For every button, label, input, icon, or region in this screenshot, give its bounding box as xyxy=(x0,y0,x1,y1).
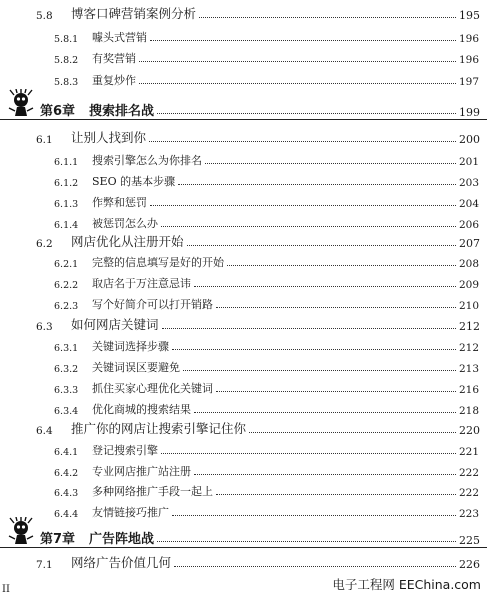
entry-title: 作弊和惩罚 xyxy=(92,196,147,209)
toc-entry-6-3-3 xyxy=(54,378,487,396)
entry-title: 优化商城的搜索结果 xyxy=(92,403,191,416)
watermark-brand: 电子工程网 EEChina.com xyxy=(332,577,481,592)
entry-title: 关键词误区要避免 xyxy=(92,361,180,374)
toc-entry-5-8-1 xyxy=(54,27,487,45)
entry-title: SEO 的基本步骤 xyxy=(92,175,176,188)
dot-leader xyxy=(227,265,456,266)
dot-leader xyxy=(216,494,456,495)
entry-page: 212 xyxy=(459,342,480,354)
entry-title: 博客口碑营销案例分析 xyxy=(71,6,197,21)
entry-title: 网络广告价值几何 xyxy=(71,555,172,570)
dot-leader xyxy=(139,83,456,84)
toc-entry-6-1-1 xyxy=(54,150,487,168)
entry-number: 6.1.3 xyxy=(54,199,79,210)
entry-page: 201 xyxy=(459,156,480,168)
entry-number: 6.4.2 xyxy=(54,468,79,479)
dot-leader xyxy=(249,432,456,433)
entry-page: 216 xyxy=(459,384,480,396)
chapter-7-heading xyxy=(6,521,487,547)
entry-page: 220 xyxy=(459,424,480,437)
entry-number: 6.2.2 xyxy=(54,280,79,291)
entry-page: 196 xyxy=(459,54,480,66)
entry-page: 225 xyxy=(459,534,480,547)
dot-leader xyxy=(183,370,456,371)
toc-entry-6-4 xyxy=(36,419,487,437)
entry-title: 友情链接巧推广 xyxy=(92,506,169,519)
entry-number: 6.1.2 xyxy=(54,178,79,189)
entry-title: 多种网络推广手段一起上 xyxy=(92,485,213,498)
entry-page: 221 xyxy=(459,446,480,458)
entry-page: 210 xyxy=(459,300,480,312)
dot-leader xyxy=(150,40,456,41)
toc-entry-6-2 xyxy=(36,232,487,250)
entry-page: 206 xyxy=(459,219,480,231)
entry-page: 218 xyxy=(459,405,480,417)
dot-leader xyxy=(187,245,456,246)
chapter-rule xyxy=(0,119,487,120)
toc-entry-6-4-3 xyxy=(54,481,487,499)
chapter-label: 第7章 xyxy=(40,532,76,547)
toc-entry-6-1-2 xyxy=(54,171,487,189)
entry-page: 223 xyxy=(459,508,480,520)
entry-number: 6.4.3 xyxy=(54,488,79,499)
entry-page: 200 xyxy=(459,133,480,146)
toc-entry-6-1 xyxy=(36,128,487,146)
entry-title: 噱头式营销 xyxy=(92,31,147,44)
dot-leader xyxy=(139,61,456,62)
entry-page: 196 xyxy=(459,33,480,45)
entry-number: 6.4.1 xyxy=(54,447,79,458)
entry-number: 6.2.3 xyxy=(54,301,79,312)
dot-leader xyxy=(161,453,456,454)
dot-leader xyxy=(216,391,456,392)
entry-number: 5.8 xyxy=(36,10,53,22)
toc-entry-6-1-4 xyxy=(54,213,487,231)
dot-leader xyxy=(194,474,456,475)
entry-title: 重复炒作 xyxy=(92,74,136,87)
entry-number: 6.1.1 xyxy=(54,157,79,168)
dot-leader xyxy=(174,566,456,567)
mascot-icon xyxy=(6,89,36,119)
entry-page: 209 xyxy=(459,279,480,291)
chapter-title: 搜索排名战 xyxy=(89,104,155,119)
entry-page: 197 xyxy=(459,76,480,88)
entry-title: 有奖营销 xyxy=(92,52,136,65)
entry-title: 登记搜索引擎 xyxy=(92,444,158,457)
entry-page: 204 xyxy=(459,198,480,210)
entry-number: 7.1 xyxy=(36,559,53,571)
entry-number: 5.8.1 xyxy=(54,34,79,45)
entry-number: 6.3 xyxy=(36,321,53,333)
entry-page: 222 xyxy=(459,467,480,479)
toc-entry-6-4-2 xyxy=(54,461,487,479)
entry-title: 取店名于万注意忌讳 xyxy=(92,277,191,290)
entry-title: 网店优化从注册开始 xyxy=(71,234,184,249)
chapter-title: 广告阵地战 xyxy=(89,532,155,547)
dot-leader xyxy=(205,163,456,164)
entry-number: 6.3.4 xyxy=(54,406,79,417)
entry-number: 6.3.2 xyxy=(54,364,79,375)
entry-title: 搜索引擎怎么为你排名 xyxy=(92,154,202,167)
toc-entry-6-3 xyxy=(36,315,487,333)
entry-number: 6.1.4 xyxy=(54,220,79,231)
toc-entry-6-4-4 xyxy=(54,502,487,520)
entry-title: 如何网店关键词 xyxy=(71,317,159,332)
entry-page: 195 xyxy=(459,9,480,22)
entry-number: 6.2.1 xyxy=(54,259,79,270)
dot-leader xyxy=(178,184,456,185)
entry-title: 关键词选择步骤 xyxy=(92,340,169,353)
toc-entry-6-2-3 xyxy=(54,294,487,312)
entry-page: 212 xyxy=(459,320,480,333)
dot-leader xyxy=(162,328,456,329)
entry-number: 6.1 xyxy=(36,134,53,146)
entry-title: 被惩罚怎么办 xyxy=(92,217,158,230)
entry-page: 203 xyxy=(459,177,480,189)
dot-leader xyxy=(172,349,456,350)
chapter-label: 第6章 xyxy=(40,104,76,119)
entry-number: 6.3.1 xyxy=(54,343,79,354)
toc-entry-5-8 xyxy=(36,4,487,22)
entry-number: 6.3.3 xyxy=(54,385,79,396)
mascot-icon xyxy=(6,517,36,547)
toc-entry-7-1 xyxy=(36,553,487,571)
entry-page: 199 xyxy=(459,106,480,119)
entry-page: 226 xyxy=(459,558,480,571)
entry-title: 让别人找到你 xyxy=(71,130,147,145)
entry-number: 6.4.4 xyxy=(54,509,79,520)
chapter-rule xyxy=(0,547,487,548)
dot-leader xyxy=(194,286,456,287)
entry-title: 完整的信息填写是好的开始 xyxy=(92,256,224,269)
dot-leader xyxy=(149,141,456,142)
entry-page: 222 xyxy=(459,487,480,499)
toc-entry-6-2-1 xyxy=(54,252,487,270)
toc-entry-5-8-3 xyxy=(54,70,487,88)
entry-number: 5.8.3 xyxy=(54,77,79,88)
toc-entry-6-3-4 xyxy=(54,399,487,417)
toc-entry-6-1-3 xyxy=(54,192,487,210)
entry-page: 208 xyxy=(459,258,480,270)
dot-leader xyxy=(199,17,456,18)
entry-title: 专业网店推广站注册 xyxy=(92,465,191,478)
dot-leader xyxy=(150,205,456,206)
toc-entry-6-3-2 xyxy=(54,357,487,375)
entry-number: 6.4 xyxy=(36,425,53,437)
dot-leader xyxy=(216,307,456,308)
dot-leader xyxy=(194,412,456,413)
entry-title: 写个好简介可以打开销路 xyxy=(92,298,213,311)
toc-entry-6-2-2 xyxy=(54,273,487,291)
entry-number: 5.8.2 xyxy=(54,55,79,66)
toc-entry-6-4-1 xyxy=(54,440,487,458)
dot-leader xyxy=(172,515,456,516)
entry-title: 抓住买家心理优化关键词 xyxy=(92,382,213,395)
dot-leader xyxy=(161,226,456,227)
entry-title: 推广你的网店让搜索引擎记住你 xyxy=(71,421,247,436)
entry-number: 6.2 xyxy=(36,238,53,250)
toc-entry-6-3-1 xyxy=(54,336,487,354)
entry-page: 213 xyxy=(459,363,480,375)
page-marker: II xyxy=(2,584,10,595)
dot-leader xyxy=(157,541,456,542)
dot-leader xyxy=(157,113,456,114)
chapter-6-heading xyxy=(6,93,487,119)
entry-page: 207 xyxy=(459,237,480,250)
toc-entry-5-8-2 xyxy=(54,48,487,66)
